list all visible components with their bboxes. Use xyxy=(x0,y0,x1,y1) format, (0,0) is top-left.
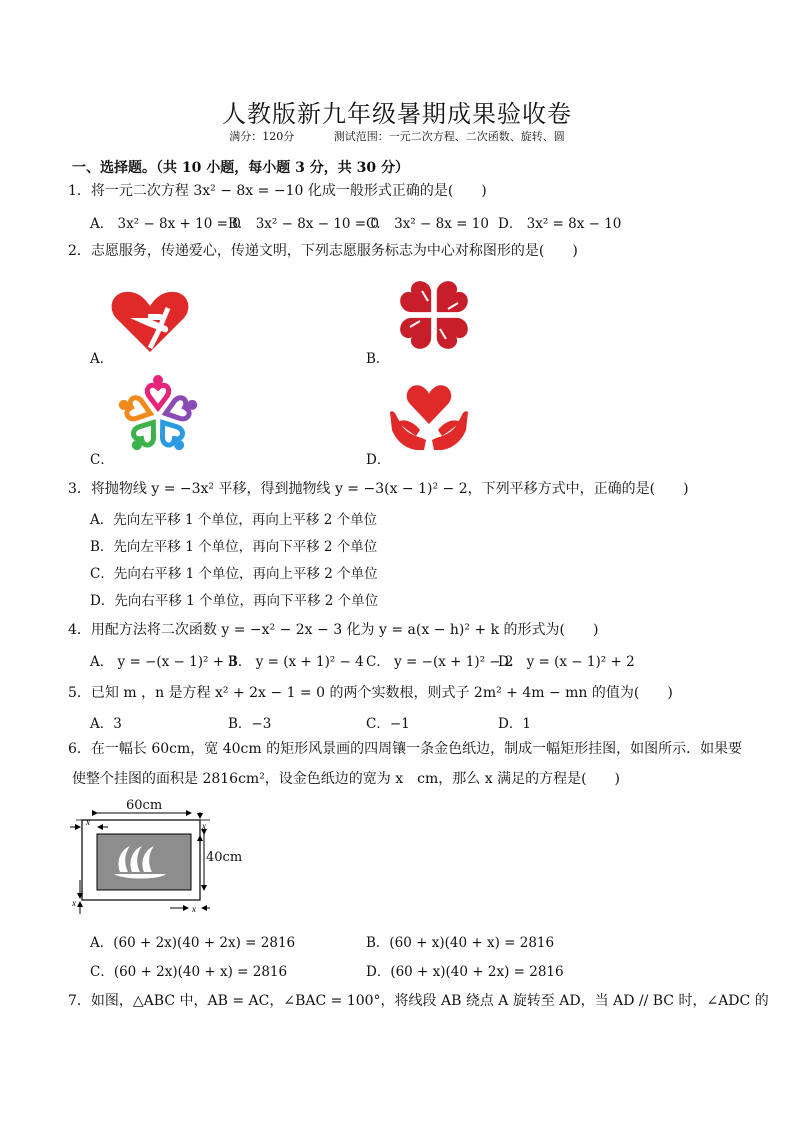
q2-option-d-label: D． xyxy=(366,452,391,468)
figure-width-label: 60cm xyxy=(126,798,163,813)
full-score: 满分：120分 xyxy=(229,130,295,143)
hands-holding-heart-icon xyxy=(386,382,472,452)
q5-option-b: B．−3 xyxy=(228,716,272,732)
border-x-label-bottom-right: x xyxy=(192,904,196,914)
q5-option-d: D．1 xyxy=(498,716,531,732)
question-3-stem: 3．将抛物线 y = −3x² 平移，得到抛物线 y = −3(x − 1)² − 2，下列平移方式中，正确的是( ) xyxy=(68,481,689,497)
q2-option-a-label: A． xyxy=(90,351,114,367)
q6-option-b: B．(60 + x)(40 + x) = 2816 xyxy=(366,935,555,951)
border-x-label-top-right: x xyxy=(202,821,206,831)
q3-option-a: A．先向左平移 1 个单位，再向上平移 2 个单位 xyxy=(90,512,378,528)
q6-option-a: A．(60 + 2x)(40 + 2x) = 2816 xyxy=(90,935,296,951)
q4-option-b: B． y = (x + 1)² − 4 xyxy=(228,654,364,670)
q3-option-d: D．先向右平移 1 个单位，再向下平移 2 个单位 xyxy=(90,593,379,609)
question-6-stem-line1: 6．在一幅长 60cm，宽 40cm 的矩形风景画的四周镶一条金色纸边，制成一幅矩形挂图，如图所示．如果要 xyxy=(68,741,743,757)
q4-option-d: D． y = (x − 1)² + 2 xyxy=(498,654,635,670)
question-4-stem: 4．用配方法将二次函数 y = −x² − 2x − 3 化为 y = a(x − h)² + k 的形式为( ) xyxy=(68,622,599,638)
q4-option-c: C． y = −(x + 1)² − 2 xyxy=(366,654,514,670)
page-title: 人教版新九年级暑期成果验收卷 xyxy=(222,100,572,128)
q2-option-c-label: C． xyxy=(90,452,114,468)
border-x-label-bottom-left: x xyxy=(72,898,76,908)
q2-option-b-label: B． xyxy=(366,351,390,367)
q1-option-b: B． 3x² − 8x − 10 = 0 xyxy=(228,216,379,232)
q4-option-a: A． y = −(x − 1)² + 3 xyxy=(90,654,237,670)
question-1-stem: 1．将一元二次方程 3x² − 8x = −10 化成一般形式正确的是( ) xyxy=(68,183,487,199)
five-heart-flower-icon xyxy=(112,374,204,456)
question-7-stem: 7．如图，△ABC 中，AB = AC，∠BAC = 100°，将线段 AB 绕点 A 旋转至 AD，当 AD // BC 时，∠ADC 的 xyxy=(68,993,769,1009)
section-heading: 一、选择题。（共 10 小题，每小题 3 分，共 30 分） xyxy=(72,160,409,176)
heart-hand-icon xyxy=(108,288,192,356)
question-2-stem: 2．志愿服务，传递爱心，传递文明，下列志愿服务标志为中心对称图形的是( ) xyxy=(68,243,578,259)
q3-option-b: B．先向左平移 1 个单位，再向下平移 2 个单位 xyxy=(90,539,378,555)
q6-option-c: C．(60 + 2x)(40 + x) = 2816 xyxy=(90,964,288,980)
border-x-label-top-left: x xyxy=(86,817,90,827)
q6-option-d: D．(60 + x)(40 + 2x) = 2816 xyxy=(366,964,564,980)
q1-option-a: A． 3x² − 8x + 10 = 0 xyxy=(90,216,241,232)
q3-option-c: C．先向右平移 1 个单位，再向上平移 2 个单位 xyxy=(90,566,378,582)
figure-height-label: 40cm xyxy=(206,850,243,865)
exam-meta xyxy=(0,128,794,144)
test-scope: 测试范围：一元二次方程、二次函数、旋转、圆 xyxy=(333,130,565,143)
question-5-stem: 5．已知 m ，n 是方程 x² + 2x − 1 = 0 的两个实数根，则式子 2m² + 4m − mn 的值为( ) xyxy=(68,685,673,701)
four-heart-clover-icon xyxy=(388,270,480,360)
q5-option-c: C．−1 xyxy=(366,716,410,732)
q1-option-d: D． 3x² = 8x − 10 xyxy=(498,216,622,232)
question-6-stem-line2: 使整个挂图的面积是 2816cm²，设金色纸边的宽为 x cm，那么 x 满足的方程是( ) xyxy=(72,771,620,787)
q1-option-c: C． 3x² − 8x = 10 xyxy=(366,216,489,232)
q5-option-a: A．3 xyxy=(90,716,122,732)
